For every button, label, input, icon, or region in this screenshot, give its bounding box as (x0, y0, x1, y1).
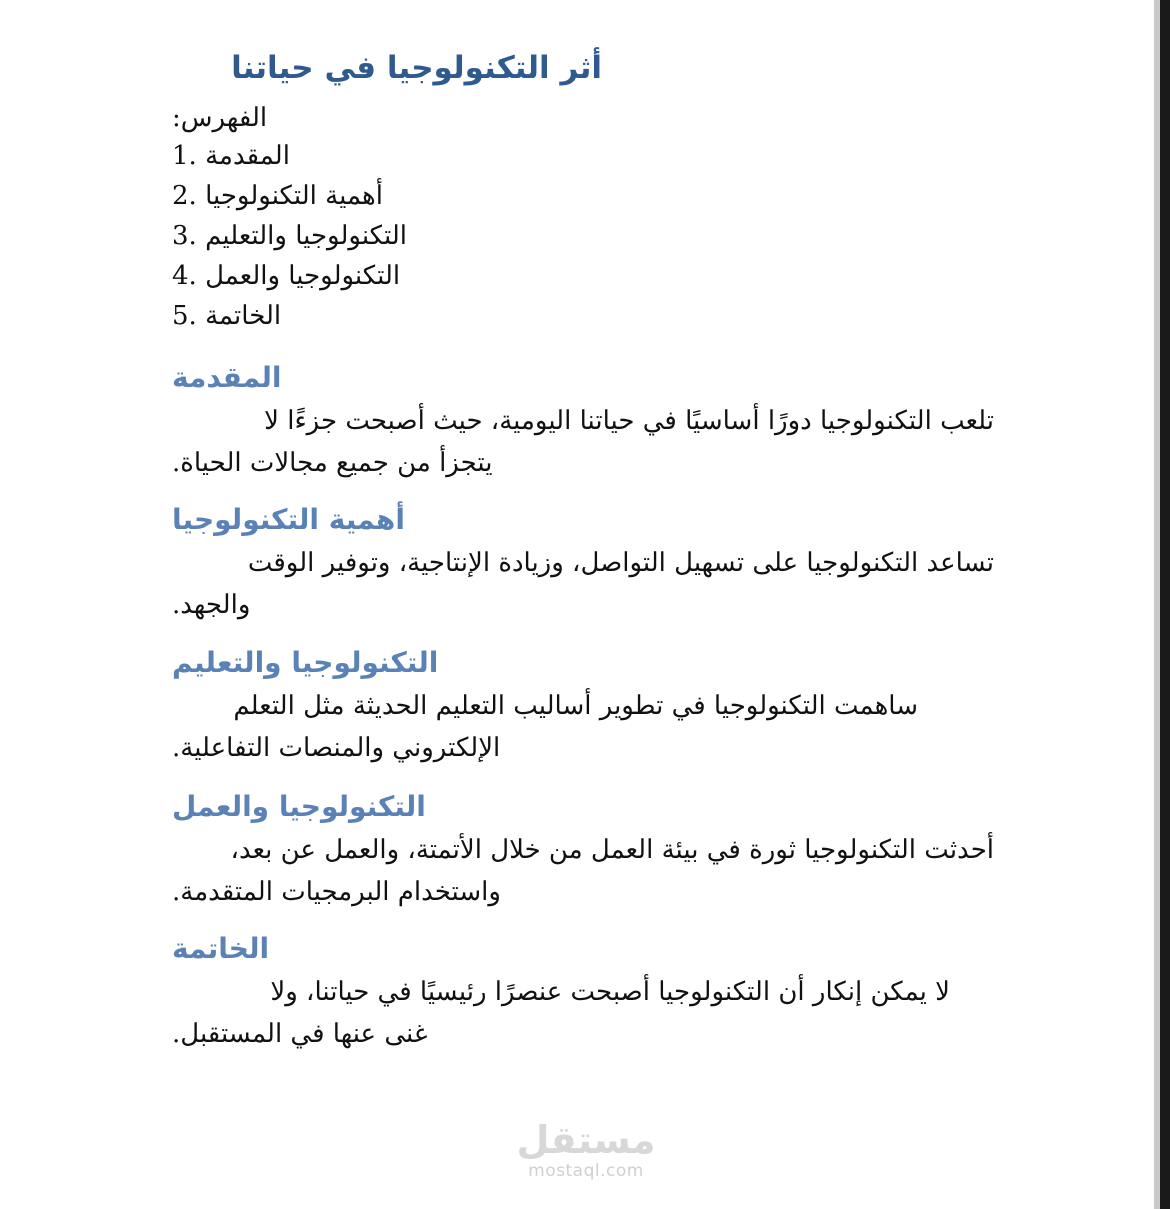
paragraph-line-text: الإلكتروني والمنصات التفاعلية. (172, 733, 501, 763)
toc-item-number: 3. (172, 221, 197, 251)
toc-item (172, 216, 572, 256)
toc-item-number: 5. (172, 301, 197, 331)
toc-item-label: المقدمة (205, 141, 290, 171)
toc-item-label: الخاتمة (205, 301, 282, 331)
toc-item-number: 4. (172, 261, 197, 291)
paragraph-line (172, 584, 994, 626)
section-heading-text: أهمية التكنولوجيا (172, 503, 405, 536)
toc-list (172, 136, 572, 336)
viewer-background (1160, 0, 1170, 1209)
section-heading-text: التكنولوجيا والعمل (172, 790, 426, 823)
paragraph-line (172, 1013, 950, 1055)
section-heading-introduction (172, 356, 772, 400)
section-body-introduction (172, 400, 994, 484)
toc-item (172, 136, 572, 176)
mostaql-watermark (512, 1118, 660, 1180)
section-body-conclusion (172, 971, 950, 1055)
section-heading-work (172, 785, 772, 829)
watermark-latin: mostaql.com (528, 1161, 644, 1181)
section-body-education (172, 685, 918, 769)
paragraph-line (172, 871, 994, 913)
section-heading-text: المقدمة (172, 361, 282, 394)
paragraph-line: ساهمت التكنولوجيا في تطوير أساليب التعليم الحديثة مثل التعلم (233, 691, 918, 721)
toc-heading-text: الفهرس: (172, 103, 268, 133)
section-heading-conclusion (172, 927, 772, 971)
section-heading-education (172, 641, 772, 685)
paragraph-line: تساعد التكنولوجيا على تسهيل التواصل، وزيادة الإنتاجية، وتوفير الوقت (247, 548, 994, 578)
paragraph-line-text: غنى عنها في المستقبل. (172, 1019, 428, 1049)
toc-item-label: التكنولوجيا والعمل (205, 261, 401, 291)
paragraph-line (172, 727, 918, 769)
section-heading-importance (172, 498, 772, 542)
paragraph-line-text: واستخدام البرمجيات المتقدمة. (172, 877, 501, 907)
toc-item-label: التكنولوجيا والتعليم (205, 221, 408, 251)
section-body-work (172, 829, 994, 913)
toc-item-label: أهمية التكنولوجيا (205, 181, 383, 211)
toc-item (172, 256, 572, 296)
section-heading-text: الخاتمة (172, 932, 270, 965)
watermark-arabic: مستقل (516, 1118, 656, 1162)
paragraph-line-text: والجهد. (172, 590, 251, 620)
paragraph-line: أحدثت التكنولوجيا ثورة في بيئة العمل من خلال الأتمتة، والعمل عن بعد، (230, 835, 994, 865)
section-body-importance (172, 542, 994, 626)
section-heading-text: التكنولوجيا والتعليم (172, 646, 439, 679)
paragraph-line: تلعب التكنولوجيا دورًا أساسيًا في حياتنا اليومية، حيث أصبحت جزءًا لا (264, 406, 994, 436)
document-title: أثر التكنولوجيا في حياتنا (231, 50, 602, 86)
toc-item-number: 1. (172, 141, 197, 171)
paragraph-line: لا يمكن إنكار أن التكنولوجيا أصبحت عنصرًا رئيسيًا في حياتنا، ولا (270, 977, 950, 1007)
paragraph-line-text: يتجزأ من جميع مجالات الحياة. (172, 448, 493, 478)
toc-item (172, 176, 572, 216)
toc-item-number: 2. (172, 181, 197, 211)
toc-heading (172, 98, 372, 138)
paragraph-line (172, 442, 994, 484)
toc-item (172, 296, 572, 336)
